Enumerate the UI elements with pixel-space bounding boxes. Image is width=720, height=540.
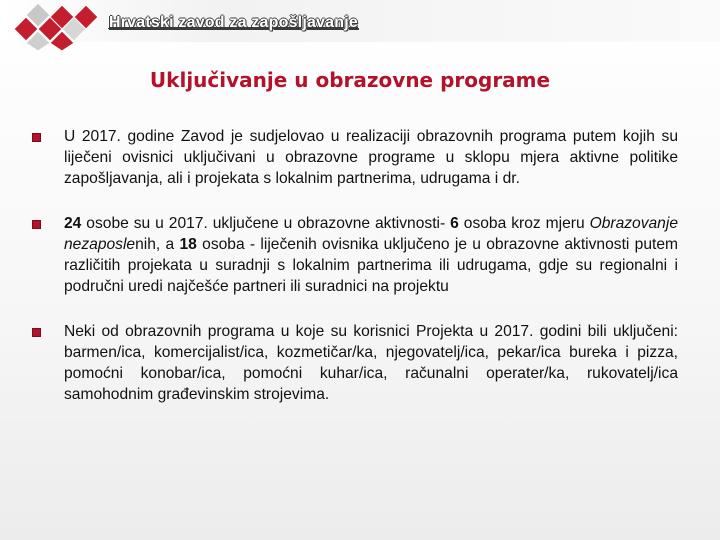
bullet-text-part: osoba - liječenih ovisnika uključeno je u obrazovne aktivnosti putem različitih projekata u suradnji s lokalnim partnerima ili udrugama, gdje su regionalni i područni uredi najčešće partneri ili suradnici na projektu [64, 236, 678, 295]
measure-name: Obrazovanje nezaposle [64, 215, 678, 253]
count-projects: 18 [179, 236, 197, 253]
bullet-list [30, 126, 678, 405]
square-bullet-icon [32, 133, 41, 142]
count-participants: 24 [64, 215, 82, 232]
bullet-text-part: osobe su u 2017. uključene u obrazovne aktivnosti- [81, 215, 451, 232]
bullet-text-part: nih, a [135, 236, 180, 253]
organization-name: Hrvatski zavod za zapošljavanje [109, 14, 358, 31]
bullet-item-2 [30, 213, 678, 297]
hzz-logo-icon [14, 1, 98, 51]
bullet-text: U 2017. godine Zavod je sudjelovao u realizaciji obrazovnih programa putem kojih su liječeni ovisnici uključivani u obrazovne programe u sklopu mjera aktivne politike zapošljavanja, ali i projekata s lokalnim partnerima, udrugama i dr. [64, 128, 678, 187]
count-measure: 6 [450, 215, 459, 232]
bullet-item-3 [30, 321, 678, 405]
header-band [0, 0, 720, 42]
square-bullet-icon [32, 220, 41, 229]
bullet-item-1 [30, 126, 678, 189]
bullet-text-part: osoba kroz mjeru [458, 215, 590, 232]
bullet-text: Neki od obrazovnih programa u koje su korisnici Projekta u 2017. godini bili uključeni: barmen/ica, komercijalist/ica, kozmetičar/ka, njegovatelj/ica, pekar/ica bureka i pizza, pomoćni konobar/ica, pomoćni kuhar/ica, računalni operater/ka, rukovatelj/ica samohodnim građevinskim strojevima. [64, 323, 678, 403]
square-bullet-icon [32, 328, 41, 337]
slide-title: Uključivanje u obrazovne programe [149, 68, 551, 92]
